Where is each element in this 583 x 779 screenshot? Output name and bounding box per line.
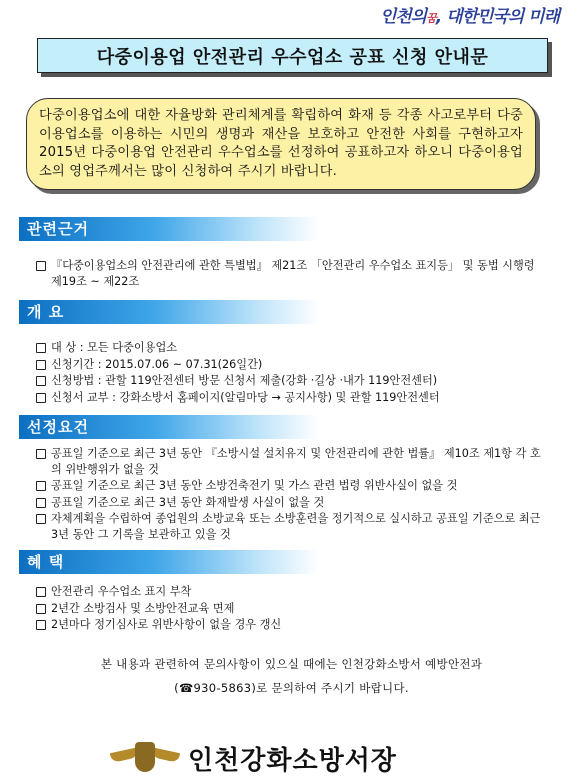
list-item: 자체계획을 수립하여 종업원의 소방교육 또는 소방훈련을 정기적으로 실시하고 공표일 기준으로 최근 3년 동안 그 기록을 보관하고 있을 것	[36, 511, 548, 542]
section-header-overview: 개 요	[19, 300, 319, 324]
list-item: 신청기간 : 2015.07.06 ~ 07.31(26일간)	[36, 357, 548, 373]
contact-note-line-2: (☎930-5863)로 문의하여 주시기 바랍니다.	[174, 681, 409, 695]
fire-department-emblem-icon	[110, 740, 180, 776]
title-banner	[37, 38, 548, 73]
intro-paragraph: 다중이용업소에 대한 자율방화 관리체계를 확립하여 화재 등 각종 사고로부터 다중이용업소를 이용하는 시민의 생명과 재산을 보호하고 안전한 사회를 구현하고자 2015년 다중이용업 안전관리 우수업소를 선정하여 공표하고자 하오니 다중이용업소의 영업주께서는 많이 신청하여 주시기 바랍니다.	[26, 98, 536, 190]
list-item: 안전관리 우수업소 표지 부착	[36, 584, 548, 600]
section-header-requirements: 선정요건	[19, 415, 319, 439]
list-item: 공표일 기준으로 최근 3년 동안 화재발생 사실이 없을 것	[36, 495, 548, 511]
list-item: 신청방법 : 관할 119안전센터 방문 신청서 제출(강화 ·길상 ·내가 119안전센터)	[36, 373, 548, 389]
list-item: 대 상 : 모든 다중이용업소	[36, 340, 548, 356]
signature-text: 인천강화소방서장	[188, 745, 397, 776]
list-item: 2년간 소방검사 및 소방안전교육 면제	[36, 601, 548, 617]
city-slogan-logo: 인천의꿈, 대한민국의 미래	[379, 7, 559, 27]
list-item: 신청서 교부 : 강화소방서 홈페이지(알림마당 → 공지사항) 및 관할 119안전센터	[36, 390, 548, 406]
basis-list	[36, 258, 548, 290]
logo-text-2: 꿈	[426, 12, 436, 25]
section-header-benefits: 혜 택	[19, 550, 319, 574]
list-item: 공표일 기준으로 최근 3년 동안 『소방시설 설치유지 및 안전관리에 관한 법률』 제10조 제1항 각 호의 위반행위가 없을 것	[36, 446, 548, 477]
list-item: 공표일 기준으로 최근 3년 동안 소방건축전기 및 가스 관련 법령 위반사실이 없을 것	[36, 478, 548, 494]
list-item: 『다중이용업소의 안전관리에 관한 특별법』 제21조 「안전관리 우수업소 표지등」 및 동법 시행령 제19조 ~ 제22조	[36, 258, 548, 289]
overview-list	[36, 340, 548, 406]
signature-block	[110, 740, 490, 776]
contact-note-line-1: 본 내용과 관련하여 문의사항이 있으실 때에는 인천강화소방서 예방안전과	[100, 657, 483, 671]
benefits-list	[36, 584, 548, 634]
logo-text-1: 인천의	[379, 7, 427, 27]
page-title: 다중이용업 안전관리 우수업소 공표 신청 안내문	[96, 46, 489, 68]
requirements-list	[36, 446, 548, 543]
list-item: 2년마다 정기심사로 위반사항이 없을 경우 갱신	[36, 617, 548, 633]
logo-text-3: 대한민국의 미래	[446, 7, 559, 27]
section-header-basis: 관련근거	[19, 217, 319, 241]
